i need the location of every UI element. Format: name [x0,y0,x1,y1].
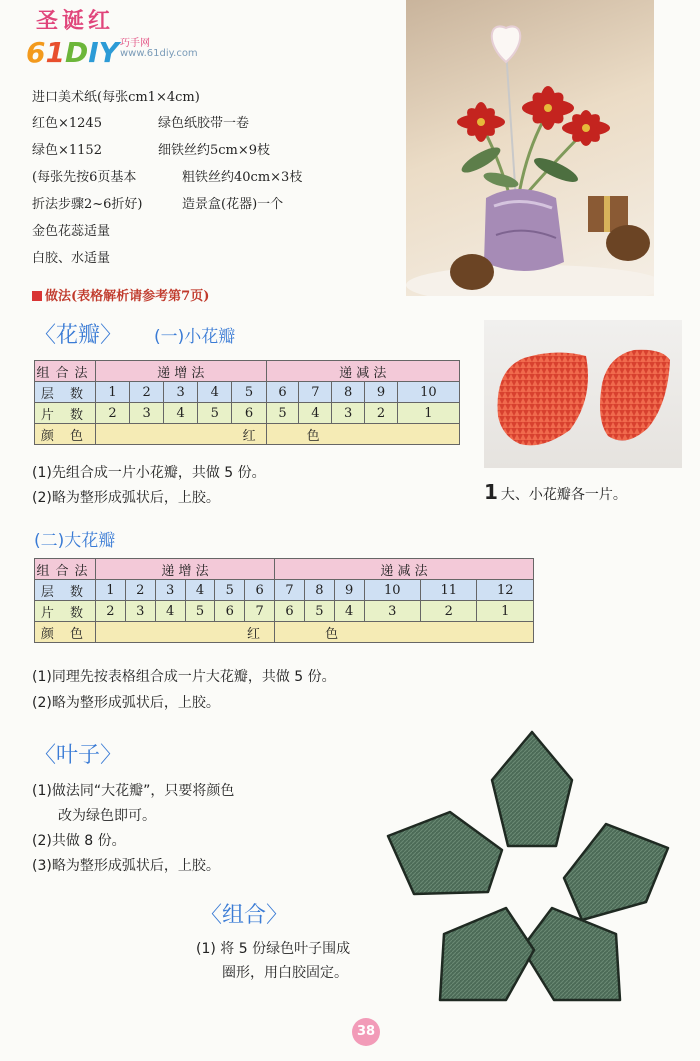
table-cell: 4 [155,601,185,622]
table-cell: 9 [334,580,364,601]
table-cell: 递 增 法 [96,361,267,382]
table-cell: 2 [421,601,477,622]
table-cell: 色 [275,622,534,643]
table-cell: 4 [185,580,215,601]
table-cell: 色 [266,424,459,445]
table-cell: 2 [96,403,130,424]
leaf-note-2: (2)共做 8 份。 [32,833,126,849]
table-cell: 5 [266,403,299,424]
combine-note-1: (1) 将 5 份绿色叶子围成 [196,941,351,957]
table-cell: 4 [299,403,332,424]
leaf-note-1: (1)做法同“大花瓣”，只要将颜色 [32,783,235,799]
table-cell: 6 [245,580,275,601]
table-cell: 3 [364,601,420,622]
table-cell: 1 [397,403,459,424]
material-tape: 绿色纸胶带一卷 [158,116,250,131]
table-cell: 片 数 [35,601,96,622]
table-cell: 2 [130,382,164,403]
leaf-note-1b: 改为绿色即可。 [58,808,156,824]
material-note-2: 折法步骤2~6折好) [32,197,143,212]
table-cell: 6 [215,601,245,622]
large-petal-title: (二)大花瓣 [34,531,116,551]
table-cell: 7 [275,580,305,601]
table-cell: 颜 色 [35,622,96,643]
petal-section-title: 〈花瓣〉 [34,323,123,348]
table-cell: 红 [96,424,267,445]
table-cell: 5 [232,382,266,403]
large-petal-note-2: (2)略为整形成弧状后，上胶。 [32,695,220,711]
table-cell: 3 [155,580,185,601]
page-title: 圣诞红 [36,8,115,34]
table-cell: 6 [232,403,266,424]
petals-caption: 1 大、小花瓣各一片。 [484,480,627,504]
table-cell: 2 [125,580,155,601]
material-green: 绿色×1152 [32,143,102,158]
material-note-1: (每张先按6页基本 [32,170,137,185]
table-cell: 红 [96,622,275,643]
small-petal-title: (一)小花瓣 [154,327,236,347]
table-cell: 2 [365,403,398,424]
page-number: 38 [352,1018,380,1046]
logo-url: www.61diy.com [120,48,198,59]
table-cell: 片 数 [35,403,96,424]
site-logo: 61DIY 巧手网 www.61diy.com [26,36,198,69]
large-petal-table [34,558,534,643]
material-glue: 白胶、水适量 [32,251,111,266]
table-cell: 组合法 [35,559,96,580]
table-cell: 1 [477,601,534,622]
table-cell: 1 [96,580,126,601]
material-thick-wire: 粗铁丝约40cm×3枝 [182,170,303,185]
petals-photo [484,320,682,468]
material-pot: 造景盒(花器)一个 [182,197,284,212]
table-cell: 层 数 [35,580,96,601]
method-header: 做法(表格解析请参考第7页) [32,285,209,304]
table-cell: 6 [275,601,305,622]
table-cell: 10 [364,580,420,601]
material-thin-wire: 细铁丝约5cm×9枝 [158,143,271,158]
table-cell: 3 [130,403,164,424]
table-cell: 7 [299,382,332,403]
poinsettia-photo [406,0,654,296]
table-cell: 1 [96,382,130,403]
table-cell: 组合法 [35,361,96,382]
material-paper: 进口美术纸(每张cm1×4cm) [32,90,200,105]
table-cell: 递 减 法 [266,361,459,382]
table-cell: 12 [477,580,534,601]
combine-note-2: 圈形，用白胶固定。 [222,965,348,981]
table-cell: 5 [215,580,245,601]
table-cell: 3 [125,601,155,622]
table-cell: 4 [198,382,232,403]
large-petal-note-1: (1)同理先按表格组合成一片大花瓣，共做 5 份。 [32,669,336,685]
table-cell: 递 减 法 [275,559,534,580]
logo-sub: 巧手网 [120,38,150,49]
table-cell: 递 增 法 [96,559,275,580]
material-stamen: 金色花蕊适量 [32,224,111,239]
table-cell: 4 [334,601,364,622]
small-petal-table [34,360,460,445]
table-cell: 8 [332,382,365,403]
table-cell: 5 [198,403,232,424]
small-petal-note-2: (2)略为整形成弧状后，上胶。 [32,490,220,506]
table-cell: 4 [164,403,198,424]
table-cell: 7 [245,601,275,622]
leaf-ring-diagram [384,728,676,1006]
table-cell: 3 [332,403,365,424]
table-cell: 5 [304,601,334,622]
table-cell: 层 数 [35,382,96,403]
table-cell: 颜 色 [35,424,96,445]
table-cell: 10 [397,382,459,403]
combine-section-title: 〈组合〉 [200,903,289,928]
table-cell: 9 [365,382,398,403]
leaf-note-3: (3)略为整形成弧状后，上胶。 [32,858,220,874]
leaf-section-title: 〈叶子〉 [34,743,123,768]
table-cell: 11 [421,580,477,601]
table-cell: 5 [185,601,215,622]
material-red: 红色×1245 [32,116,102,131]
table-cell: 3 [164,382,198,403]
table-cell: 6 [266,382,299,403]
table-cell: 2 [96,601,126,622]
table-cell: 8 [304,580,334,601]
small-petal-note-1: (1)先组合成一片小花瓣，共做 5 份。 [32,465,266,481]
